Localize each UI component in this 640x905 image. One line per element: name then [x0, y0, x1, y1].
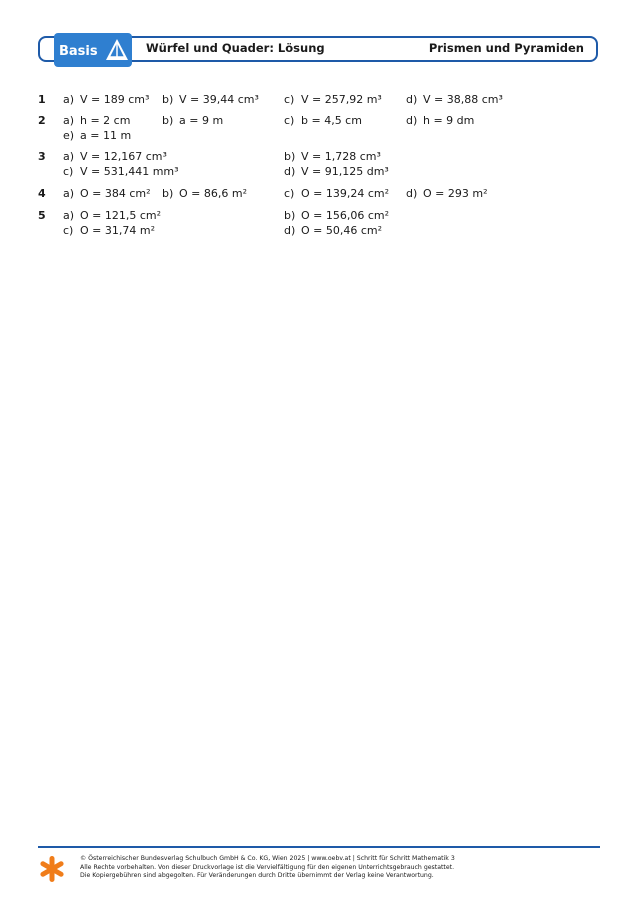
answer-value: V = 531,441 mm³: [80, 165, 179, 178]
answer-item: [284, 187, 389, 200]
answer-label: d): [406, 187, 418, 200]
answer-label: a): [63, 93, 75, 106]
task-number: 4: [38, 187, 46, 200]
answer-label: c): [284, 93, 295, 106]
answer-value: O = 31,74 m²: [80, 224, 155, 237]
footer-divider: [38, 846, 600, 848]
answer-item: [63, 187, 151, 200]
answer-value: V = 257,92 m³: [301, 93, 382, 106]
level-badge: [54, 33, 132, 67]
level-badge-label: Basis: [59, 44, 98, 59]
answer-value: V = 91,125 dm³: [301, 165, 389, 178]
answer-label: b): [162, 114, 174, 127]
publisher-star-icon: [38, 855, 66, 883]
answer-label: c): [284, 114, 295, 127]
answer-item: [63, 114, 130, 127]
answer-label: d): [284, 224, 296, 237]
answer-value: b = 4,5 cm: [301, 114, 362, 127]
answer-value: V = 39,44 cm³: [179, 93, 259, 106]
answer-label: b): [284, 150, 296, 163]
task-number: 5: [38, 209, 46, 222]
answer-item: [63, 150, 167, 163]
task-number: 1: [38, 93, 46, 106]
answer-label: d): [406, 93, 418, 106]
answer-value: O = 156,06 cm²: [301, 209, 390, 222]
answer-value: O = 86,6 m²: [179, 187, 247, 200]
answer-item: [284, 150, 381, 163]
worksheet-title: Würfel und Quader: Lösung: [146, 41, 325, 55]
answer-item: [284, 93, 382, 106]
answer-value: O = 50,46 cm²: [301, 224, 383, 237]
answer-item: [63, 209, 161, 222]
pyramid-icon: [104, 37, 130, 63]
answer-label: b): [162, 93, 174, 106]
answer-item: [406, 114, 474, 127]
answer-label: b): [284, 209, 296, 222]
task-number: 3: [38, 150, 46, 163]
answer-item: [406, 93, 503, 106]
answer-value: O = 121,5 cm²: [80, 209, 162, 222]
answer-item: [162, 187, 247, 200]
footer-line-2: Alle Rechte vorbehalten. Von dieser Druckvorlage ist die Vervielfältigung für den eigenen Unterrichtsgebrauch gestattet.: [80, 863, 455, 871]
answer-value: O = 293 m²: [423, 187, 488, 200]
answer-value: V = 12,167 cm³: [80, 150, 167, 163]
answer-label: a): [63, 114, 75, 127]
answer-label: a): [63, 209, 75, 222]
answer-value: a = 11 m: [80, 129, 132, 142]
page-header: [38, 36, 598, 62]
answer-label: d): [284, 165, 296, 178]
answer-item: [63, 129, 131, 142]
answer-value: V = 38,88 cm³: [423, 93, 503, 106]
answer-item: [63, 224, 155, 237]
answer-value: O = 139,24 cm²: [301, 187, 390, 200]
answer-label: d): [406, 114, 418, 127]
answer-item: [284, 165, 389, 178]
answer-value: O = 384 cm²: [80, 187, 151, 200]
footer-line-3: Die Kopiergebühren sind abgegolten. Für Veränderungen durch Dritte übernimmt der Verlag keine Verantwortung.: [80, 872, 434, 880]
answer-value: h = 9 dm: [423, 114, 475, 127]
answer-label: e): [63, 129, 75, 142]
task-number: 2: [38, 114, 46, 127]
answer-item: [63, 93, 149, 106]
answer-item: [284, 114, 362, 127]
answer-item: [162, 114, 223, 127]
answer-value: a = 9 m: [179, 114, 224, 127]
answer-item: [162, 93, 259, 106]
answer-label: a): [63, 187, 75, 200]
answer-item: [406, 187, 488, 200]
answer-value: h = 2 cm: [80, 114, 131, 127]
answer-label: c): [284, 187, 295, 200]
footer-line-1: © Österreichischer Bundesverlag Schulbuch GmbH & Co. KG, Wien 2025 | www.oebv.at | Schritt für Schritt Mathematik 3: [80, 855, 455, 862]
answer-item: [284, 209, 389, 222]
answer-label: c): [63, 224, 74, 237]
answer-item: [63, 165, 179, 178]
answer-value: V = 189 cm³: [80, 93, 150, 106]
answer-item: [284, 224, 382, 237]
answer-label: a): [63, 150, 75, 163]
footer-copyright: [80, 855, 580, 881]
chapter-topic: Prismen und Pyramiden: [428, 41, 584, 55]
answer-value: V = 1,728 cm³: [301, 150, 381, 163]
answer-label: b): [162, 187, 174, 200]
answer-label: c): [63, 165, 74, 178]
